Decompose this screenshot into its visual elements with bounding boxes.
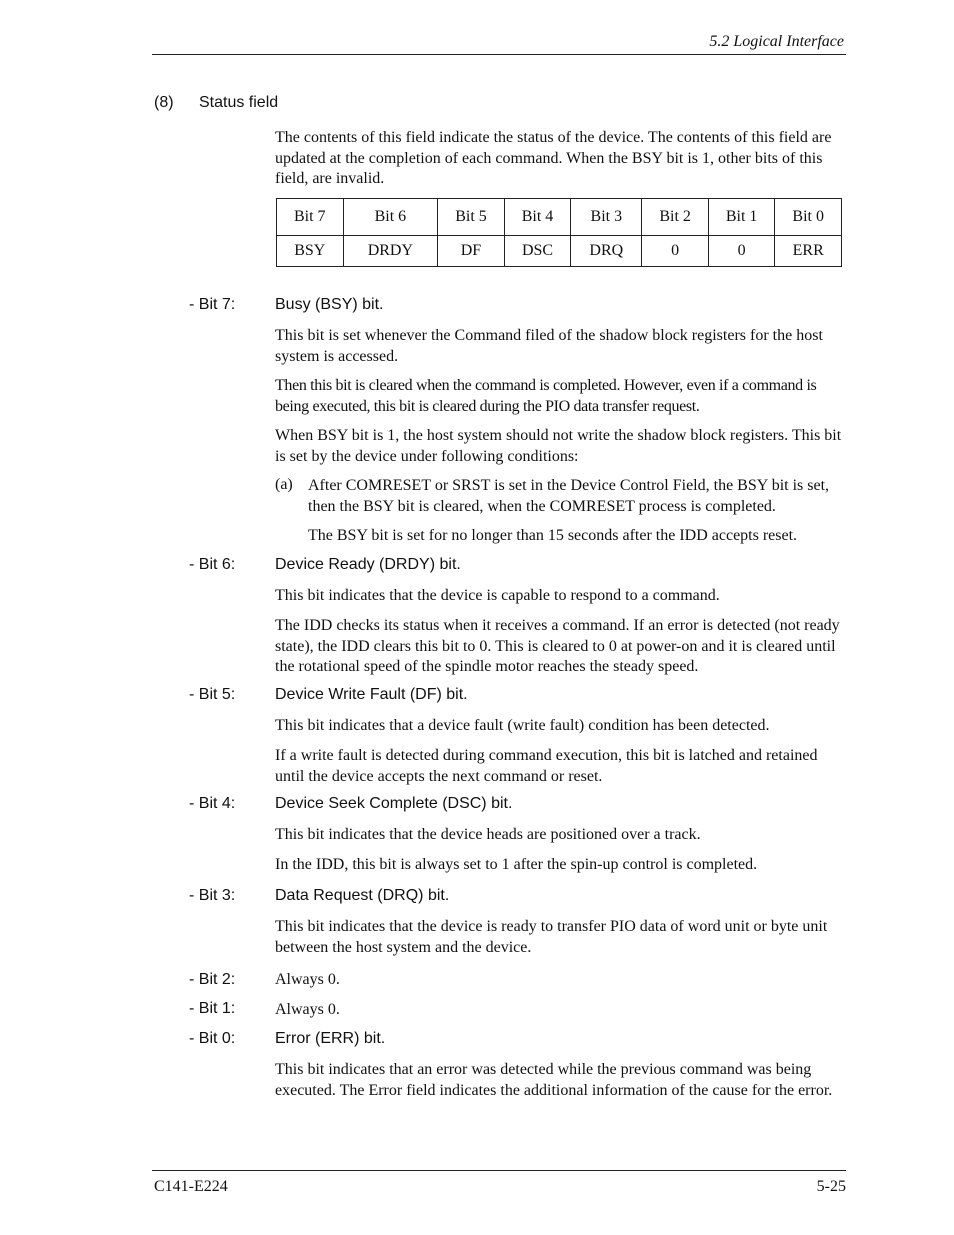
table-cell: Bit 3 [571, 199, 642, 236]
bit2-label: - Bit 2: [189, 971, 236, 988]
bit7-item-a-text: After COMRESET or SRST is set in the Device Control Field, the BSY bit is set, then the BSY bit is cleared, when the COMRESET process is completed. [308, 477, 830, 515]
bit6-title: Device Ready (DRDY) bit. [275, 556, 461, 573]
table-cell: Bit 0 [775, 199, 842, 236]
bit5-paragraph-2: If a write fault is detected during command execution, this bit is latched and retained until the device accepts the next command or reset. [275, 747, 818, 785]
bit1-text: Always 0. [275, 1001, 340, 1018]
table-cell: Bit 4 [504, 199, 571, 236]
table-cell: Bit 1 [708, 199, 775, 236]
table-cell: Bit 6 [343, 199, 438, 236]
bit6-paragraph-1: This bit indicates that the device is capable to respond to a command. [275, 587, 720, 604]
bit4-label: - Bit 4: [189, 795, 236, 812]
bit7-label: - Bit 7: [189, 296, 236, 313]
bit6-paragraph-2: The IDD checks its status when it receives a command. If an error is detected (not ready state), the IDD clears this bit to 0. This is cleared to 0 at power-on and it is cleared until the rotational speed of the spindle motor reaches the steady speed. [275, 617, 840, 675]
bit5-title: Device Write Fault (DF) bit. [275, 686, 468, 703]
table-cell: 0 [708, 236, 775, 267]
bit0-title: Error (ERR) bit. [275, 1030, 386, 1047]
bit0-label: - Bit 0: [189, 1030, 236, 1047]
bit7-paragraph-2: Then this bit is cleared when the command is completed. However, even if a command is being executed, this bit is cleared during the PIO data transfer request. [275, 377, 817, 415]
table-cell: DF [438, 236, 505, 267]
table-cell: DRDY [343, 236, 438, 267]
bit7-item-a-note: The BSY bit is set for no longer than 15 seconds after the IDD accepts reset. [308, 527, 798, 544]
table-cell: ERR [775, 236, 842, 267]
bit3-label: - Bit 3: [189, 887, 236, 904]
bit-number-row [277, 199, 842, 236]
bit7-title: Busy (BSY) bit. [275, 296, 384, 313]
table-cell: DRQ [571, 236, 642, 267]
page-footer [152, 1170, 846, 1195]
status-bit-table [276, 198, 842, 267]
bit-name-row [277, 236, 842, 267]
bit5-label: - Bit 5: [189, 686, 236, 703]
bit4-title: Device Seek Complete (DSC) bit. [275, 795, 513, 812]
bit4-paragraph-2: In the IDD, this bit is always set to 1 after the spin-up control is completed. [275, 856, 758, 873]
bit4-paragraph-1: This bit indicates that the device heads are positioned over a track. [275, 826, 701, 843]
page-number: 5-25 [816, 1178, 846, 1195]
bit0-paragraph-1: This bit indicates that an error was detected while the previous command was being executed. The Error field indicates the additional information of the cause for the error. [275, 1061, 833, 1099]
table-cell: 0 [642, 236, 709, 267]
bit7-paragraph-1: This bit is set whenever the Command filed of the shadow block registers for the host system is accessed. [275, 327, 823, 365]
bit7-item-a-marker: (a) [275, 476, 293, 493]
bit6-label: - Bit 6: [189, 556, 236, 573]
bit5-paragraph-1: This bit indicates that a device fault (write fault) condition has been detected. [275, 717, 770, 734]
bit3-title: Data Request (DRQ) bit. [275, 887, 450, 904]
table-cell: Bit 2 [642, 199, 709, 236]
bit1-label: - Bit 1: [189, 1000, 236, 1017]
table-cell: Bit 7 [277, 199, 344, 236]
bit7-paragraph-3: When BSY bit is 1, the host system should not write the shadow block registers. This bit is set by the device under following conditions: [275, 427, 842, 465]
document-id: C141-E224 [154, 1178, 228, 1195]
section-title: Status field [199, 94, 279, 111]
section-number: (8) [154, 94, 174, 111]
intro-paragraph: The contents of this field indicate the status of the device. The contents of this field are updated at the completion of each command. When the BSY bit is 1, other bits of this field, are invalid. [275, 129, 832, 187]
header-section-title: 5.2 Logical Interface [709, 33, 844, 50]
table-cell: BSY [277, 236, 344, 267]
table-cell: DSC [504, 236, 571, 267]
page-header [152, 30, 846, 55]
bit3-paragraph-1: This bit indicates that the device is ready to transfer PIO data of word unit or byte unit between the host system and the device. [275, 918, 828, 956]
table-cell: Bit 5 [438, 199, 505, 236]
bit2-text: Always 0. [275, 971, 340, 988]
